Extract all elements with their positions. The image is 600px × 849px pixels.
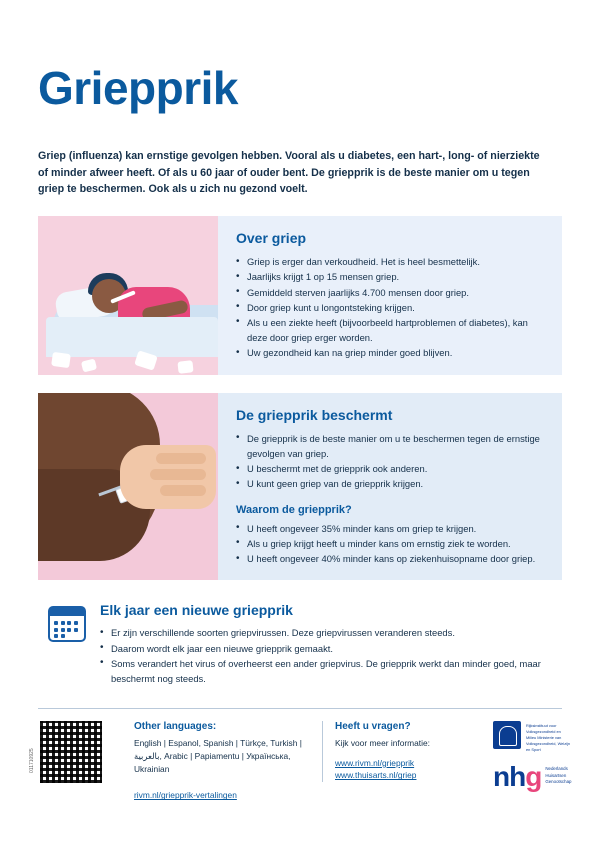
vaccine-sub-list — [236, 521, 546, 567]
list-item: • Er zijn verschillende soorten griepvirussen. Deze griepvirussen veranderen steeds. — [100, 625, 562, 640]
questions-heading: Heeft u vragen? — [335, 721, 411, 733]
footer — [29, 721, 572, 801]
sick-person-illustration — [38, 216, 218, 375]
nhg-logo-text: Nederlands Huisartsen Genootschap — [545, 766, 572, 784]
list-item: • U kunt geen griep van de griepprik krijgen. — [236, 476, 546, 491]
other-languages-text: English | Espanol, Spanish | Türkçe, Turkish | بالعربية, Arabic | Papiamentu | Українська, Ukrainian — [134, 738, 302, 775]
list-item: • U heeft ongeveer 40% minder kans op ziekenhuisopname door griep. — [236, 551, 546, 566]
list-item: • Uw gezondheid kan na griep minder goed blijven. — [236, 345, 546, 360]
list-item: • U beschermt met de griepprik ook anderen. — [236, 461, 546, 476]
intro-paragraph: Griep (influenza) kan ernstige gevolgen hebben. Vooral als u diabetes, een hart-, long- of nierziekte of minder afweer heeft. Of als u 60 jaar of ouder bent. De griepprik is de beste manier om u tegen griep te beschermen. Ook als u zich nu gezond voelt. — [38, 150, 540, 196]
rivm-crest-icon — [493, 721, 521, 749]
list-item: • Soms verandert het virus of overheerst een ander griepvirus. De griepprik werkt dan minder goed, maar beschermt nog steeds. — [100, 656, 562, 686]
about-flu-panel — [38, 216, 562, 375]
questions-text: Kijk voor meer informatie: — [335, 738, 430, 749]
yearly-list — [100, 625, 562, 686]
print-code-label: 011710925 — [29, 748, 35, 774]
about-flu-list-2 — [236, 300, 546, 361]
yearly-vaccine-section — [38, 602, 562, 686]
nhg-word-main: nh — [493, 760, 526, 792]
yearly-heading: Elk jaar een nieuwe griepprik — [100, 602, 293, 619]
vaccine-heading: De griepprik beschermt — [236, 406, 393, 423]
other-languages-block — [134, 721, 322, 800]
list-item: • Daarom wordt elk jaar een nieuwe griepprik gemaakt. — [100, 641, 562, 656]
injection-illustration — [38, 393, 218, 581]
footer-divider — [38, 708, 562, 709]
thuisarts-link[interactable]: www.thuisarts.nl/griep — [335, 770, 417, 781]
vaccine-protects-panel — [38, 393, 562, 581]
logos-block — [485, 721, 572, 792]
list-item: • De griepprik is de beste manier om u te beschermen tegen de ernstige gevolgen van griep. — [236, 431, 546, 461]
rivm-logo-text: Rijksinstituut voor Volksgezondheid en Milieu Ministerie van Volksgezondheid, Welzijn en Sport — [526, 723, 571, 752]
nhg-logo — [493, 760, 572, 792]
list-item: • U heeft ongeveer 35% minder kans om griep te krijgen. — [236, 521, 546, 536]
about-flu-list-1 — [236, 254, 546, 300]
list-item: • Jaarlijks krijgt 1 op 15 mensen griep. — [236, 269, 546, 284]
about-flu-heading: Over griep — [236, 230, 307, 247]
qr-code-column — [29, 721, 134, 783]
rivm-link[interactable]: www.rivm.nl/griepprik — [335, 757, 415, 768]
vaccine-sub-heading: Waarom de griepprik? — [236, 503, 352, 516]
qr-code-icon[interactable] — [40, 721, 102, 783]
list-item: • Als u griep krijgt heeft u minder kans om ernstig ziek te worden. — [236, 536, 546, 551]
nhg-word-accent: g — [525, 760, 542, 792]
other-languages-heading: Other languages: — [134, 721, 217, 733]
calendar-icon — [40, 602, 94, 656]
vaccine-list — [236, 431, 546, 492]
page-title: Griepprik — [38, 62, 239, 114]
rivm-logo — [493, 721, 571, 752]
list-item: • Als u een ziekte heeft (bijvoorbeeld hartproblemen of diabetes), kan deze door griep erger worden. — [236, 315, 546, 345]
questions-block — [322, 721, 485, 782]
list-item: • Door griep kunt u longontsteking krijgen. — [236, 300, 546, 315]
nhg-wordmark — [493, 760, 542, 792]
translations-link[interactable]: rivm.nl/griepprik-vertalingen — [134, 790, 237, 801]
list-item: • Gemiddeld sterven jaarlijks 4.700 mensen door griep. — [236, 285, 546, 300]
list-item: • Griep is erger dan verkoudheid. Het is heel besmettelijk. — [236, 254, 546, 269]
